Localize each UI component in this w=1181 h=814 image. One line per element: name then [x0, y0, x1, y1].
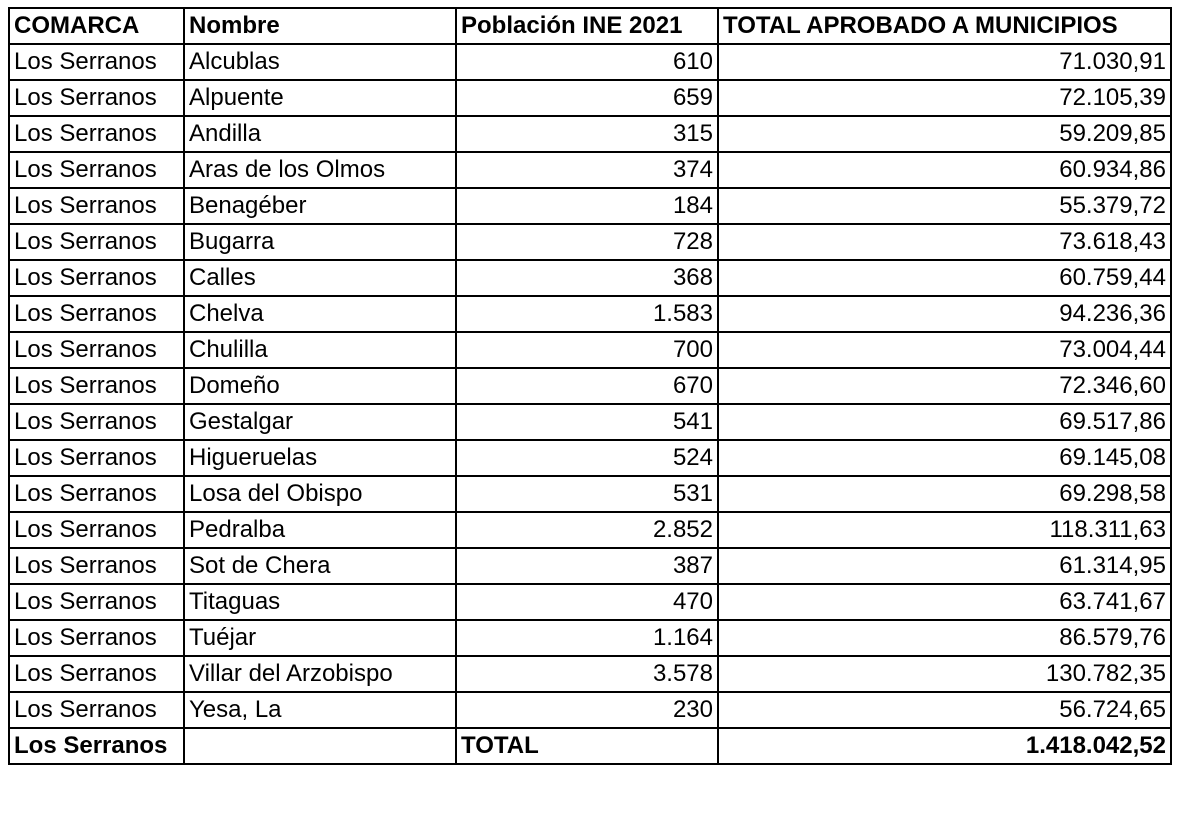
cell-total-aprobado: 63.741,67: [718, 584, 1171, 620]
cell-total-aprobado: 71.030,91: [718, 44, 1171, 80]
cell-poblacion: 1.583: [456, 296, 718, 332]
cell-total-aprobado: 69.517,86: [718, 404, 1171, 440]
cell-nombre: Benagéber: [184, 188, 456, 224]
cell-comarca: Los Serranos: [9, 692, 184, 728]
cell-nombre: Pedralba: [184, 512, 456, 548]
table-row: [9, 404, 1171, 440]
cell-nombre: Alpuente: [184, 80, 456, 116]
cell-total-aprobado: 61.314,95: [718, 548, 1171, 584]
cell-total-aprobado: 130.782,35: [718, 656, 1171, 692]
cell-nombre: Sot de Chera: [184, 548, 456, 584]
cell-nombre: Gestalgar: [184, 404, 456, 440]
cell-comarca: Los Serranos: [9, 80, 184, 116]
cell-total-aprobado: 60.934,86: [718, 152, 1171, 188]
cell-poblacion: 610: [456, 44, 718, 80]
cell-comarca: Los Serranos: [9, 116, 184, 152]
cell-poblacion: 470: [456, 584, 718, 620]
cell-poblacion: 3.578: [456, 656, 718, 692]
cell-nombre: Chulilla: [184, 332, 456, 368]
cell-nombre: Alcublas: [184, 44, 456, 80]
table-row: [9, 368, 1171, 404]
cell-nombre: Aras de los Olmos: [184, 152, 456, 188]
cell-total-aprobado: 118.311,63: [718, 512, 1171, 548]
cell-poblacion: 700: [456, 332, 718, 368]
table-row: [9, 440, 1171, 476]
cell-poblacion: 2.852: [456, 512, 718, 548]
header-poblacion: Población INE 2021: [456, 8, 718, 44]
cell-total-aprobado: 86.579,76: [718, 620, 1171, 656]
table-row: [9, 548, 1171, 584]
cell-poblacion: 230: [456, 692, 718, 728]
cell-poblacion: 315: [456, 116, 718, 152]
header-nombre: Nombre: [184, 8, 456, 44]
cell-comarca: Los Serranos: [9, 512, 184, 548]
table-row: [9, 620, 1171, 656]
header-total-aprobado: TOTAL APROBADO A MUNICIPIOS: [718, 8, 1171, 44]
cell-nombre: Chelva: [184, 296, 456, 332]
table-body: [9, 44, 1171, 728]
cell-poblacion: 368: [456, 260, 718, 296]
header-comarca: COMARCA: [9, 8, 184, 44]
cell-total-aprobado: 73.618,43: [718, 224, 1171, 260]
cell-nombre: Villar del Arzobispo: [184, 656, 456, 692]
cell-total-aprobado: 94.236,36: [718, 296, 1171, 332]
cell-poblacion: 728: [456, 224, 718, 260]
cell-nombre: Bugarra: [184, 224, 456, 260]
table-row: [9, 224, 1171, 260]
cell-nombre: Yesa, La: [184, 692, 456, 728]
cell-total-aprobado: 55.379,72: [718, 188, 1171, 224]
cell-comarca: Los Serranos: [9, 620, 184, 656]
table-row: [9, 512, 1171, 548]
cell-total-aprobado: 59.209,85: [718, 116, 1171, 152]
cell-comarca: Los Serranos: [9, 548, 184, 584]
table-row: [9, 44, 1171, 80]
table-row: [9, 692, 1171, 728]
total-label: TOTAL: [456, 728, 718, 764]
cell-comarca: Los Serranos: [9, 224, 184, 260]
header-row: [9, 8, 1171, 44]
cell-poblacion: 659: [456, 80, 718, 116]
cell-total-aprobado: 60.759,44: [718, 260, 1171, 296]
cell-comarca: Los Serranos: [9, 332, 184, 368]
cell-total-aprobado: 72.346,60: [718, 368, 1171, 404]
cell-nombre: Tuéjar: [184, 620, 456, 656]
table-row: [9, 296, 1171, 332]
cell-poblacion: 184: [456, 188, 718, 224]
cell-total-aprobado: 56.724,65: [718, 692, 1171, 728]
cell-poblacion: 531: [456, 476, 718, 512]
cell-poblacion: 541: [456, 404, 718, 440]
cell-comarca: Los Serranos: [9, 656, 184, 692]
cell-comarca: Los Serranos: [9, 188, 184, 224]
cell-nombre: Calles: [184, 260, 456, 296]
cell-comarca: Los Serranos: [9, 404, 184, 440]
municipal-funding-table: [8, 7, 1172, 765]
cell-poblacion: 374: [456, 152, 718, 188]
cell-comarca: Los Serranos: [9, 296, 184, 332]
cell-comarca: Los Serranos: [9, 440, 184, 476]
cell-comarca: Los Serranos: [9, 44, 184, 80]
cell-total-aprobado: 73.004,44: [718, 332, 1171, 368]
total-amount: 1.418.042,52: [718, 728, 1171, 764]
cell-nombre: Losa del Obispo: [184, 476, 456, 512]
cell-poblacion: 670: [456, 368, 718, 404]
cell-nombre: Titaguas: [184, 584, 456, 620]
table-row: [9, 80, 1171, 116]
cell-poblacion: 387: [456, 548, 718, 584]
table-row: [9, 260, 1171, 296]
cell-total-aprobado: 69.145,08: [718, 440, 1171, 476]
cell-nombre: Andilla: [184, 116, 456, 152]
cell-poblacion: 1.164: [456, 620, 718, 656]
table-row: [9, 152, 1171, 188]
total-comarca: Los Serranos: [9, 728, 184, 764]
total-nombre: [184, 728, 456, 764]
total-row: [9, 728, 1171, 764]
cell-comarca: Los Serranos: [9, 584, 184, 620]
cell-nombre: Higueruelas: [184, 440, 456, 476]
table-row: [9, 476, 1171, 512]
cell-total-aprobado: 72.105,39: [718, 80, 1171, 116]
table-row: [9, 116, 1171, 152]
cell-comarca: Los Serranos: [9, 152, 184, 188]
cell-total-aprobado: 69.298,58: [718, 476, 1171, 512]
table-row: [9, 656, 1171, 692]
cell-nombre: Domeño: [184, 368, 456, 404]
cell-comarca: Los Serranos: [9, 368, 184, 404]
cell-comarca: Los Serranos: [9, 476, 184, 512]
cell-comarca: Los Serranos: [9, 260, 184, 296]
table-row: [9, 332, 1171, 368]
cell-poblacion: 524: [456, 440, 718, 476]
table-row: [9, 188, 1171, 224]
table-row: [9, 584, 1171, 620]
